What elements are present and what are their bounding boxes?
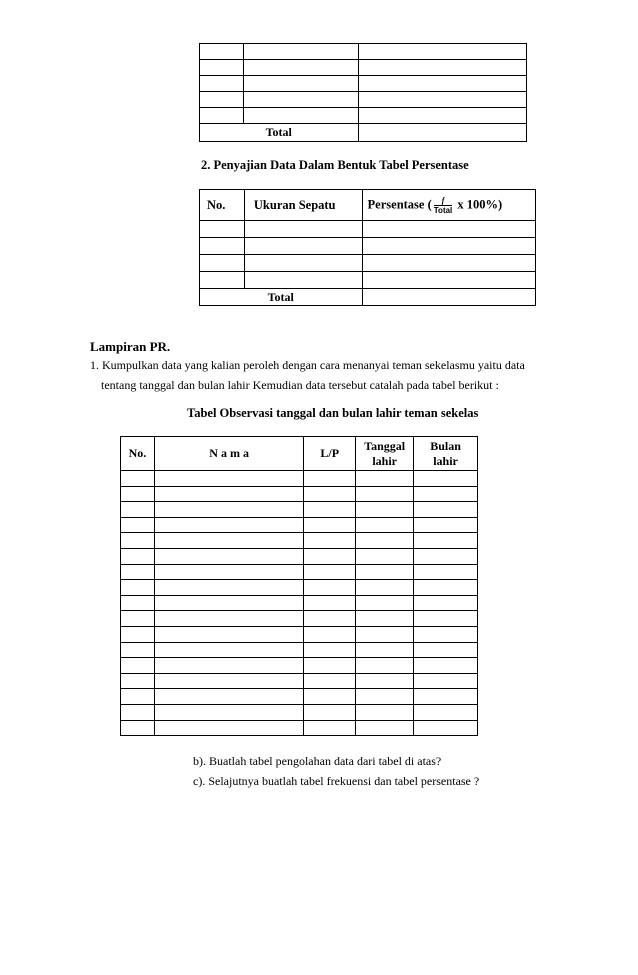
empty-cell: [304, 533, 356, 549]
table-row: [200, 92, 527, 108]
empty-cell: [121, 595, 155, 611]
empty-cell: [356, 564, 414, 580]
obs-table-title: Tabel Observasi tanggal dan bulan lahir teman sekelas: [187, 406, 479, 420]
empty-cell: [200, 44, 244, 60]
empty-cell: [244, 221, 362, 238]
empty-cell: [356, 533, 414, 549]
empty-cell: [200, 221, 245, 238]
empty-cell: [356, 548, 414, 564]
obs-col-tanggal-line2: lahir: [372, 453, 397, 468]
table-row: [121, 595, 478, 611]
empty-cell: [121, 580, 155, 596]
empty-cell: [414, 689, 478, 705]
empty-cell: [200, 272, 245, 289]
table-row: [200, 238, 536, 255]
empty-cell: [304, 486, 356, 502]
empty-cell: [121, 533, 155, 549]
empty-cell: [304, 658, 356, 674]
empty-cell: [243, 60, 358, 76]
empty-cell: [356, 502, 414, 518]
empty-cell: [362, 221, 535, 238]
empty-cell: [154, 548, 303, 564]
persentase-suffix: x 100%): [457, 196, 503, 211]
empty-cell: [358, 76, 526, 92]
empty-cell: [356, 658, 414, 674]
empty-cell: [304, 626, 356, 642]
empty-cell: [154, 658, 303, 674]
empty-cell: [356, 642, 414, 658]
empty-cell: [304, 595, 356, 611]
empty-cell: [414, 658, 478, 674]
empty-cell: [356, 471, 414, 487]
lampiran-item1-line2: tentang tanggal dan bulan lahir Kemudian data tersebut catalah pada tabel berikut :: [101, 378, 499, 392]
table-row: [200, 108, 527, 124]
table-row: [200, 76, 527, 92]
empty-cell: [362, 255, 535, 272]
obs-col-nama: N a m a: [154, 437, 303, 471]
empty-cell: [121, 517, 155, 533]
empty-cell: [414, 720, 478, 736]
table-row: [121, 580, 478, 596]
empty-cell: [244, 255, 362, 272]
table-row: [121, 564, 478, 580]
empty-cell: [356, 626, 414, 642]
empty-cell: [414, 611, 478, 627]
obs-col-bulan-line1: Bulan: [430, 438, 461, 453]
empty-cell: [121, 689, 155, 705]
table-row: [121, 720, 478, 736]
table-row: [121, 626, 478, 642]
empty-cell: [121, 642, 155, 658]
obs-col-tanggal: [356, 437, 414, 471]
empty-cell: [154, 611, 303, 627]
top-table-total-label: Total: [200, 124, 359, 142]
empty-cell: [200, 92, 244, 108]
table-row: [121, 517, 478, 533]
section-2-heading: 2. Penyajian Data Dalam Bentuk Tabel Persentase: [201, 158, 469, 172]
empty-cell: [414, 626, 478, 642]
empty-cell: [121, 564, 155, 580]
empty-cell: [121, 471, 155, 487]
empty-cell: [154, 704, 303, 720]
empty-cell: [200, 76, 244, 92]
empty-cell: [356, 517, 414, 533]
empty-cell: [356, 673, 414, 689]
empty-cell: [200, 238, 245, 255]
table-row: [121, 642, 478, 658]
empty-cell: [154, 689, 303, 705]
empty-cell: [358, 60, 526, 76]
empty-cell: [154, 580, 303, 596]
empty-cell: [154, 533, 303, 549]
percentage-table-total-cell: [362, 289, 535, 306]
percentage-table-header: [200, 190, 536, 221]
table-row: [200, 44, 527, 60]
empty-cell: [304, 580, 356, 596]
empty-cell: [154, 595, 303, 611]
empty-cell: [154, 720, 303, 736]
empty-cell: [243, 76, 358, 92]
persentase-fraction: [434, 196, 453, 215]
empty-cell: [304, 548, 356, 564]
empty-cell: [304, 673, 356, 689]
lampiran-title: Lampiran PR.: [90, 339, 171, 354]
empty-cell: [414, 642, 478, 658]
obs-col-lp: L/P: [304, 437, 356, 471]
top-table: [199, 43, 527, 142]
persentase-prefix: Persentase (: [367, 196, 432, 211]
empty-cell: [358, 92, 526, 108]
empty-cell: [414, 548, 478, 564]
empty-cell: [304, 611, 356, 627]
empty-cell: [414, 502, 478, 518]
empty-cell: [243, 92, 358, 108]
task-b: b). Buatlah tabel pengolahan data dari tabel di atas?: [193, 754, 442, 768]
percentage-table: [199, 189, 536, 306]
table-row: [121, 658, 478, 674]
obs-col-tanggal-line1: Tanggal: [364, 438, 406, 453]
table-row: [121, 548, 478, 564]
empty-cell: [121, 720, 155, 736]
col-ukuran-sepatu: Ukuran Sepatu: [244, 190, 362, 221]
empty-cell: [358, 44, 526, 60]
empty-cell: [121, 548, 155, 564]
percentage-table-total-row: [200, 289, 536, 306]
empty-cell: [414, 580, 478, 596]
empty-cell: [358, 108, 526, 124]
empty-cell: [356, 611, 414, 627]
empty-cell: [121, 502, 155, 518]
lampiran-item1-line1: 1. Kumpulkan data yang kalian peroleh dengan cara menanyai teman sekelasmu yaitu data: [90, 358, 525, 372]
empty-cell: [304, 720, 356, 736]
empty-cell: [121, 486, 155, 502]
empty-cell: [200, 255, 245, 272]
table-row: [200, 221, 536, 238]
empty-cell: [154, 564, 303, 580]
empty-cell: [154, 673, 303, 689]
empty-cell: [414, 704, 478, 720]
empty-cell: [362, 272, 535, 289]
empty-cell: [414, 486, 478, 502]
table-row: [121, 611, 478, 627]
percentage-table-total-label: Total: [200, 289, 363, 306]
table-row: [200, 255, 536, 272]
table-row: [200, 60, 527, 76]
empty-cell: [200, 60, 244, 76]
col-persentase: [362, 190, 535, 221]
task-c: c). Selajutnya buatlah tabel frekuensi dan tabel persentase ?: [193, 774, 480, 788]
top-table-total-cell: [358, 124, 526, 142]
table-row: [121, 471, 478, 487]
empty-cell: [243, 44, 358, 60]
col-no: No.: [200, 190, 245, 221]
empty-cell: [154, 517, 303, 533]
empty-cell: [356, 486, 414, 502]
empty-cell: [121, 626, 155, 642]
empty-cell: [362, 238, 535, 255]
empty-cell: [414, 595, 478, 611]
observation-table-header: [121, 437, 478, 471]
empty-cell: [244, 238, 362, 255]
empty-cell: [356, 704, 414, 720]
empty-cell: [154, 626, 303, 642]
top-table-total-row: [200, 124, 527, 142]
table-row: [121, 689, 478, 705]
empty-cell: [121, 673, 155, 689]
observation-table: [120, 436, 478, 736]
empty-cell: [244, 272, 362, 289]
empty-cell: [414, 471, 478, 487]
empty-cell: [121, 704, 155, 720]
empty-cell: [154, 502, 303, 518]
table-row: [121, 673, 478, 689]
table-row: [121, 533, 478, 549]
empty-cell: [304, 642, 356, 658]
empty-cell: [154, 486, 303, 502]
empty-cell: [304, 471, 356, 487]
table-row: [121, 704, 478, 720]
empty-cell: [304, 517, 356, 533]
empty-cell: [414, 564, 478, 580]
empty-cell: [154, 471, 303, 487]
empty-cell: [356, 595, 414, 611]
obs-col-no: No.: [121, 437, 155, 471]
empty-cell: [304, 689, 356, 705]
empty-cell: [414, 517, 478, 533]
empty-cell: [200, 108, 244, 124]
fraction-numerator: f: [434, 196, 453, 206]
table-row: [121, 486, 478, 502]
empty-cell: [243, 108, 358, 124]
empty-cell: [356, 689, 414, 705]
empty-cell: [356, 580, 414, 596]
empty-cell: [121, 611, 155, 627]
empty-cell: [304, 704, 356, 720]
obs-col-bulan: [414, 437, 478, 471]
obs-col-bulan-line2: lahir: [433, 453, 458, 468]
empty-cell: [414, 673, 478, 689]
fraction-denominator: Total: [433, 205, 453, 215]
table-row: [121, 502, 478, 518]
empty-cell: [121, 658, 155, 674]
empty-cell: [154, 642, 303, 658]
empty-cell: [356, 720, 414, 736]
empty-cell: [414, 533, 478, 549]
empty-cell: [304, 564, 356, 580]
table-row: [200, 272, 536, 289]
empty-cell: [304, 502, 356, 518]
